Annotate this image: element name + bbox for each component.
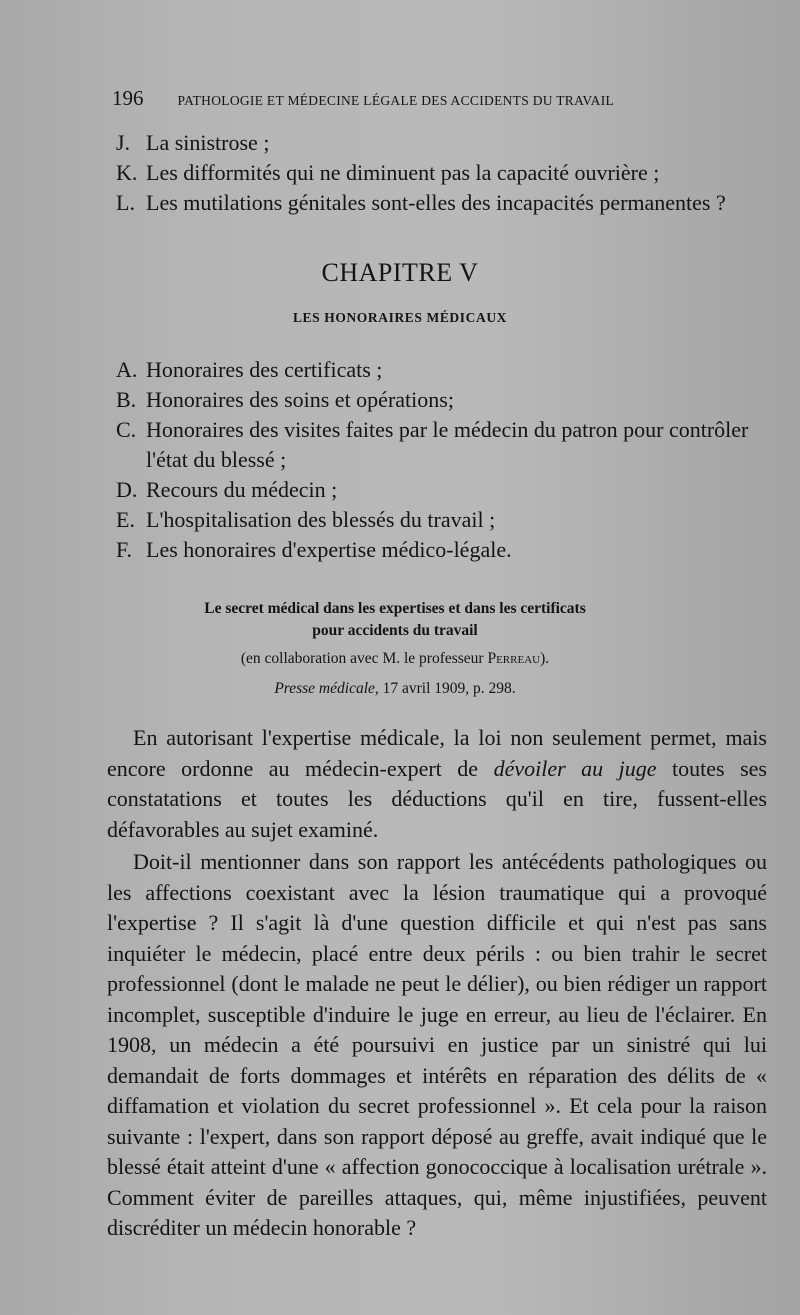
list-item-text: Recours du médecin ; — [146, 477, 338, 502]
list-item-text: Les mutilations génitales sont-elles des incapacités permanentes ? — [146, 190, 726, 215]
list-item — [116, 188, 776, 218]
list-item-letter: L. — [116, 190, 135, 215]
page-number: 196 — [112, 86, 144, 110]
citation-journal: Presse médicale — [274, 680, 375, 697]
list-item — [116, 158, 776, 188]
list-item-text: Les honoraires d'expertise médico-légale. — [146, 537, 512, 562]
collaboration-note — [0, 650, 790, 668]
list-item — [116, 385, 776, 415]
collaboration-prefix: (en collaboration avec M. le professeur — [240, 650, 488, 667]
paragraph-text: toutes ses constatations et toutes les déductions qu'il en tire, fussent-elles défavorables au sujet examiné. — [107, 755, 767, 842]
citation-details: , 17 avril 1909, p. 298. — [374, 680, 516, 697]
list-item-letter: C. — [116, 417, 137, 442]
list-item-text: Honoraires des soins et opérations; — [146, 387, 454, 412]
list-item — [116, 475, 776, 505]
list-item-letter: K. — [116, 160, 138, 185]
list-item-letter: J. — [116, 130, 131, 155]
article-title-line: Le secret médical dans les expertises et dans les certificats — [204, 600, 586, 617]
list-item-text: Les difformités qui ne diminuent pas la capacité ouvrière ; — [146, 160, 660, 185]
list-item-text: Honoraires des certificats ; — [146, 357, 383, 382]
list-item-letter: E. — [116, 507, 135, 532]
article-body — [107, 723, 767, 1244]
list-item-letter: D. — [116, 477, 138, 502]
paragraph: Doit-il mentionner dans son rapport les antécédents pathologiques ou les affections coexistant avec la lésion traumatique qui a provoqué l'expertise ? Il s'agit là d'une question difficile et qui n'est pas sans inquiéter le médecin, placé entre deux périls : ou bien trahir le secret professionnel (dont le malade ne peut le délier), ou bien rédiger un rapport incomplet, susceptible d'induire le juge en erreur, au lieu de l'éclairer. En 1908, un médecin a été poursuivi en justice par un sinistré qui lui demandait de forts dommages et intérêts en réparation des délits de « diffamation et violation du secret professionnel ». Et cela pour la raison suivante : l'expert, dans son rapport déposé au greffe, avait indiqué que le blessé était atteint d'une « affection gonococcique à localisation urétrale ». Comment éviter de pareilles attaques, qui, même injustifiées, peuvent discréditer un médecin honorable ? — [107, 849, 767, 1240]
list-item-letter: B. — [116, 387, 137, 412]
collaboration-suffix: ). — [540, 650, 550, 667]
list-item-text: La sinistrose ; — [146, 130, 270, 155]
chapter-v-contents-list — [116, 355, 776, 565]
running-title: PATHOLOGIE ET MÉDECINE LÉGALE DES ACCIDENTS DU TRAVAIL — [177, 93, 615, 108]
list-item-text: L'hospitalisation des blessés du travail ; — [146, 507, 496, 532]
paragraph — [107, 723, 767, 845]
citation — [0, 680, 790, 698]
list-item — [116, 415, 776, 475]
article-title-line: pour accidents du travail — [312, 622, 478, 639]
list-item — [116, 535, 776, 565]
list-item — [116, 128, 776, 158]
paragraph-text: En autorisant l'expertise médicale, la loi non seulement permet, mais encore ordonne au médecin-expert de — [107, 725, 767, 781]
list-item-letter: F. — [116, 537, 132, 562]
collaborator-name: Perreau — [487, 650, 541, 667]
running-header — [112, 86, 712, 111]
emphasis-text: dévoiler au juge — [493, 755, 657, 781]
chapter-iv-contents-list — [116, 128, 776, 218]
list-item-letter: A. — [116, 357, 138, 382]
chapter-title: CHAPITRE V — [321, 258, 479, 287]
chapter-subtitle: LES HONORAIRES MÉDICAUX — [292, 310, 508, 325]
list-item-text: Honoraires des visites faites par le médecin du patron pour contrôler l'état du blessé ; — [146, 417, 749, 472]
article-title — [0, 598, 790, 642]
list-item — [116, 355, 776, 385]
list-item — [116, 505, 776, 535]
